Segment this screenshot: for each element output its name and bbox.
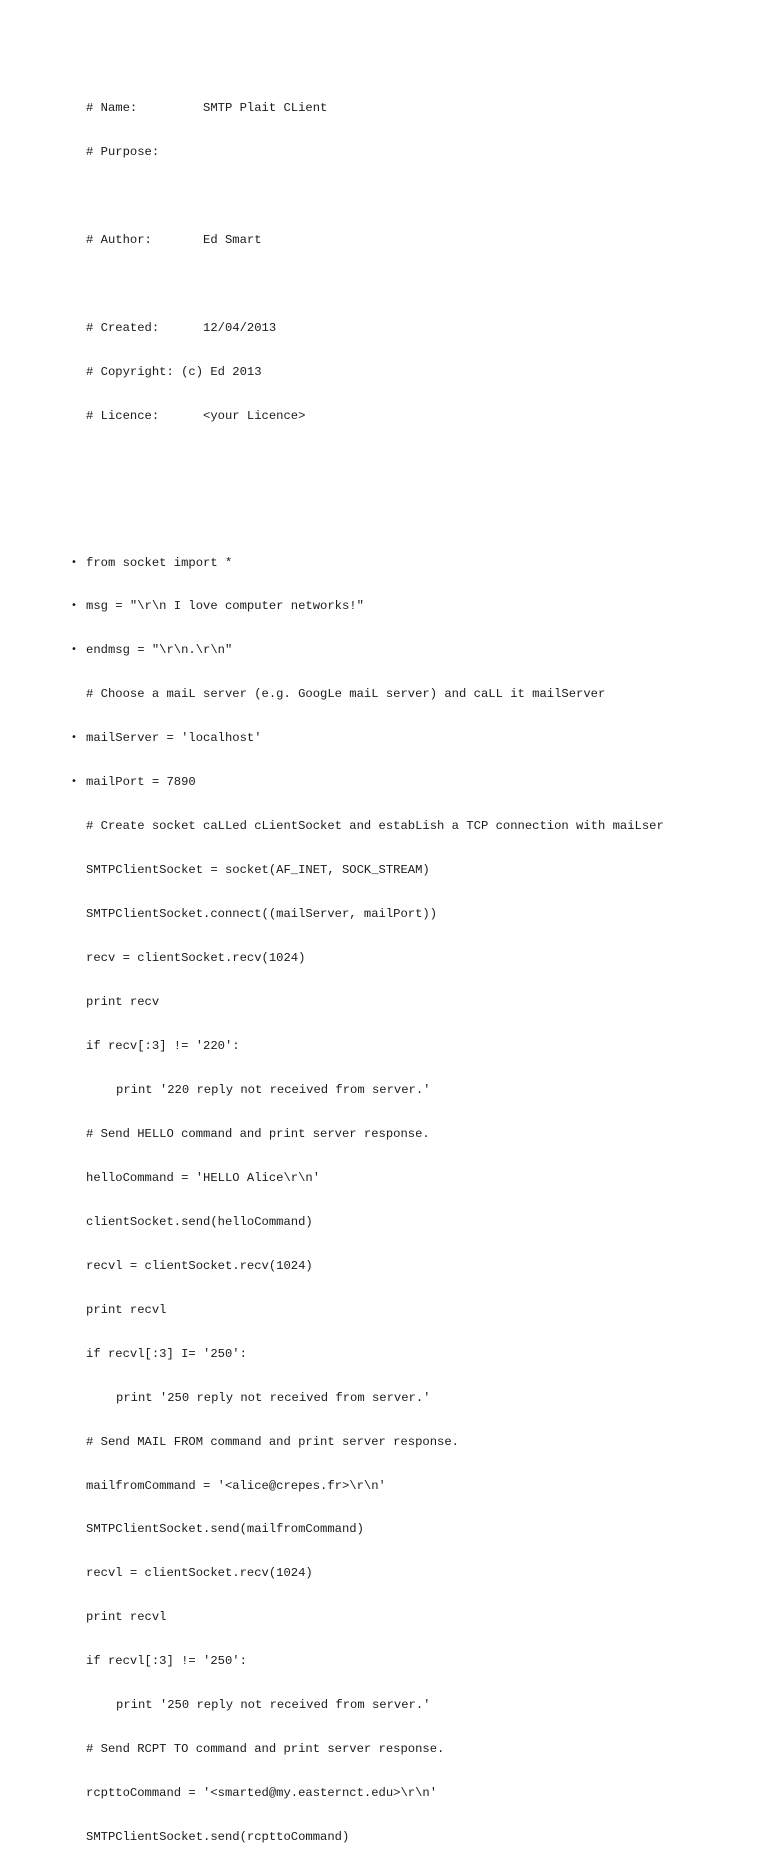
code-line	[71, 555, 756, 571]
blank-line	[86, 277, 756, 292]
code-text: # Send HELLO command and print server response.	[86, 1126, 430, 1141]
code-text: mailfromCommand = '<alice@crepes.fr>\r\n'	[86, 1478, 386, 1493]
code-text: print recv	[86, 995, 160, 1010]
code-text: # Create socket caLLed cLientSocket and estabLish a TCP connection with maiLser	[86, 819, 664, 834]
code-line	[86, 687, 756, 702]
code-line	[86, 1698, 756, 1713]
blank-line	[86, 189, 756, 204]
code-text: endmsg = "\r\n.\r\n"	[86, 643, 233, 658]
code-line	[71, 731, 756, 746]
code-line	[86, 1391, 756, 1406]
code-text: # Send RCPT TO command and print server response.	[86, 1742, 445, 1757]
code-line	[86, 819, 756, 834]
code-line	[86, 1742, 756, 1757]
code-line	[86, 1566, 756, 1581]
code-text: recvl = clientSocket.recv(1024)	[86, 1258, 313, 1273]
code-text: if recvl[:3] I= '250':	[86, 1346, 247, 1361]
code-line	[86, 1127, 756, 1142]
code-text: SMTPClientSocket.send(mailfromCommand)	[86, 1522, 364, 1537]
code-text: print '250 reply not received from server.'	[116, 1390, 431, 1405]
code-text: recvl = clientSocket.recv(1024)	[86, 1566, 313, 1581]
code-line	[71, 775, 756, 790]
bullet-marker: •	[71, 732, 77, 744]
bullet-marker: •	[71, 600, 77, 612]
code-line	[86, 1830, 756, 1845]
header-author-line: # Author: Ed Smart	[86, 233, 262, 248]
code-text: print '220 reply not received from server.'	[116, 1082, 431, 1097]
code-line	[71, 643, 756, 658]
code-text: helloCommand = 'HELLO Alice\r\n'	[86, 1170, 321, 1185]
code-line	[86, 1435, 756, 1450]
header-purpose-line: # Purpose:	[86, 145, 160, 160]
header-copyright-line: # Copyright: (c) Ed 2013	[86, 365, 262, 380]
code-text: print recvl	[86, 1302, 167, 1317]
code-line	[86, 1171, 756, 1186]
code-line	[86, 1786, 756, 1801]
code-text: if recvl[:3] != '250':	[86, 1654, 247, 1669]
code-text: SMTPClientSocket = socket(AF_INET, SOCK_STREAM)	[86, 863, 430, 878]
code-line	[86, 907, 756, 922]
code-text: msg = "\r\n I love computer networks!"	[86, 599, 364, 614]
code-line	[86, 995, 756, 1010]
code-line	[86, 1479, 756, 1494]
code-text: recv = clientSocket.recv(1024)	[86, 951, 306, 966]
code-line	[86, 863, 756, 878]
bullet-marker: •	[71, 644, 77, 656]
blank-line	[86, 497, 756, 512]
code-listing	[71, 72, 756, 1874]
blank-line	[86, 453, 756, 468]
code-line	[86, 1215, 756, 1230]
code-line	[86, 1039, 756, 1054]
code-line	[86, 1303, 756, 1318]
code-text: # Choose a maiL server (e.g. GoogLe maiL server) and caLL it mailServer	[86, 687, 606, 702]
bullet-marker: •	[71, 556, 77, 568]
code-line	[86, 1610, 756, 1625]
code-line	[86, 1654, 756, 1669]
code-text: from socket import *	[86, 555, 233, 570]
code-text: print recvl	[86, 1610, 167, 1625]
header-name-line: # Name: SMTP Plait CLient	[86, 101, 328, 116]
code-line	[86, 1347, 756, 1362]
code-text: print '250 reply not received from server.'	[116, 1698, 431, 1713]
code-text: SMTPClientSocket.connect((mailServer, mailPort))	[86, 907, 438, 922]
code-text: # Send MAIL FROM command and print server response.	[86, 1434, 459, 1449]
code-line	[86, 1522, 756, 1537]
code-text: clientSocket.send(helloCommand)	[86, 1214, 313, 1229]
code-line	[86, 1259, 756, 1274]
bullet-marker: •	[71, 776, 77, 788]
header-licence-line: # Licence: <your Licence>	[86, 408, 306, 423]
code-text: SMTPClientSocket.send(rcpttoCommand)	[86, 1830, 350, 1845]
header-created-line: # Created: 12/04/2013	[86, 321, 277, 336]
code-line	[86, 951, 756, 966]
code-text: mailServer = 'localhost'	[86, 731, 262, 746]
code-text: if recv[:3] != '220':	[86, 1038, 240, 1053]
code-text: rcpttoCommand = '<smarted@my.easternct.edu>\r\n'	[86, 1786, 438, 1801]
code-line	[71, 599, 756, 614]
code-text: mailPort = 7890	[86, 775, 196, 790]
code-line	[86, 1083, 756, 1098]
